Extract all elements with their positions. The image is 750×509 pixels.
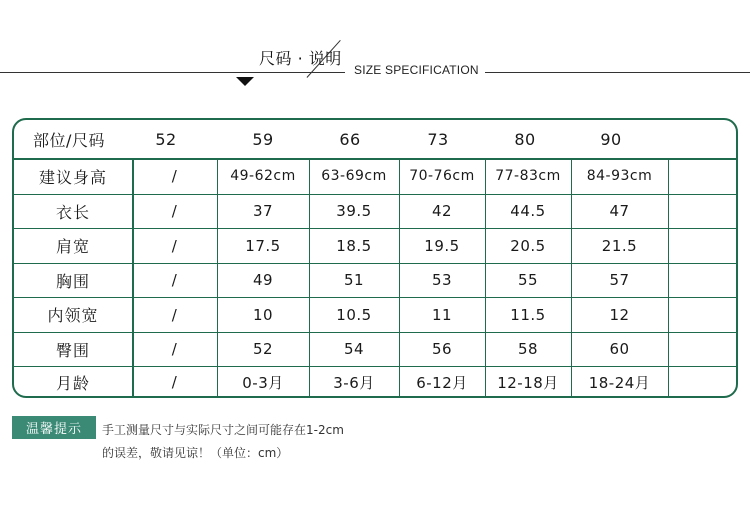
table-cell: 19.5 bbox=[424, 236, 460, 255]
table-cell: 60 bbox=[609, 340, 630, 358]
down-arrow-icon bbox=[236, 77, 254, 86]
tip-badge: 温馨提示 bbox=[12, 416, 96, 438]
table-cell: 53 bbox=[431, 271, 453, 289]
table-cell: 12-18月 bbox=[497, 373, 559, 392]
table-cell: 20.5 bbox=[510, 236, 546, 255]
table-row-label: 建议身高 bbox=[38, 167, 107, 187]
header-rule-right bbox=[485, 72, 750, 73]
table-cell: / bbox=[171, 340, 178, 358]
table-header-size: 73 bbox=[427, 129, 449, 149]
table-row-label: 月龄 bbox=[55, 373, 90, 393]
table-cell: 57 bbox=[609, 271, 630, 289]
table-row-label: 衣长 bbox=[55, 202, 90, 222]
table-cell: 44.5 bbox=[510, 202, 546, 220]
table-column-divider bbox=[668, 158, 669, 398]
table-row-label: 臀围 bbox=[55, 340, 90, 360]
table-header-size: 80 bbox=[514, 129, 536, 149]
table-cell: 42 bbox=[431, 202, 453, 220]
table-cell: 3-6月 bbox=[333, 373, 375, 392]
table-cell: 11 bbox=[431, 305, 453, 324]
table-cell: 39.5 bbox=[336, 202, 372, 220]
table-cell: / bbox=[171, 202, 178, 220]
table-cell: 56 bbox=[431, 340, 453, 358]
table-row-label: 肩宽 bbox=[55, 237, 90, 256]
table-cell: 51 bbox=[343, 271, 365, 289]
tip-text-line-2: 的误差，敬请见谅！（单位：cm） bbox=[102, 446, 289, 460]
table-cell: 52 bbox=[252, 340, 274, 358]
table-header-size: 90 bbox=[600, 129, 622, 149]
table-cell: 77-83cm bbox=[495, 168, 561, 184]
header-subtitle: SIZE SPECIFICATION bbox=[354, 63, 479, 77]
table-cell: / bbox=[171, 305, 178, 324]
table-cell: 11.5 bbox=[510, 305, 546, 324]
table-cell: 6-12月 bbox=[416, 373, 468, 392]
table-cell: 10 bbox=[252, 305, 274, 324]
table-cell: 10.5 bbox=[336, 305, 372, 324]
size-table bbox=[12, 118, 738, 398]
table-header-size: 59 bbox=[252, 129, 274, 149]
table-cell: 21.5 bbox=[601, 236, 638, 255]
table-cell: / bbox=[171, 271, 178, 289]
header-title: 尺码 · 说明 bbox=[259, 49, 342, 68]
table-header-size: 52 bbox=[155, 129, 177, 149]
table-cell: 54 bbox=[343, 340, 365, 358]
table-cell: 18-24月 bbox=[588, 373, 651, 392]
table-cell: 58 bbox=[517, 340, 539, 358]
table-cell: / bbox=[171, 373, 178, 391]
table-cell: / bbox=[171, 167, 178, 185]
table-cell: 63-69cm bbox=[321, 168, 387, 184]
table-cell: 18.5 bbox=[336, 236, 372, 255]
table-cell: 17.5 bbox=[245, 236, 281, 255]
header-rule-left bbox=[0, 72, 345, 73]
table-cell: 84-93cm bbox=[586, 168, 653, 184]
table-row-label: 内领宽 bbox=[47, 306, 99, 325]
table-corner-label: 部位/尺码 bbox=[33, 130, 105, 150]
table-cell: 37 bbox=[252, 202, 274, 220]
table-cell: 47 bbox=[609, 202, 630, 220]
table-cell: 12 bbox=[609, 305, 630, 324]
table-header-size: 66 bbox=[339, 129, 361, 149]
size-table-grid bbox=[14, 120, 736, 396]
table-cell: 49-62cm bbox=[230, 168, 296, 184]
table-cell: 70-76cm bbox=[409, 168, 475, 184]
table-cell: / bbox=[171, 236, 178, 255]
table-row-label: 胸围 bbox=[55, 271, 90, 291]
table-cell: 49 bbox=[252, 271, 274, 289]
table-cell: 0-3月 bbox=[242, 373, 284, 392]
table-cell: 55 bbox=[517, 271, 539, 289]
tip-badge-underline bbox=[12, 438, 96, 439]
tip-text-line-1: 手工测量尺寸与实际尺寸之间可能存在1-2cm bbox=[102, 423, 344, 437]
